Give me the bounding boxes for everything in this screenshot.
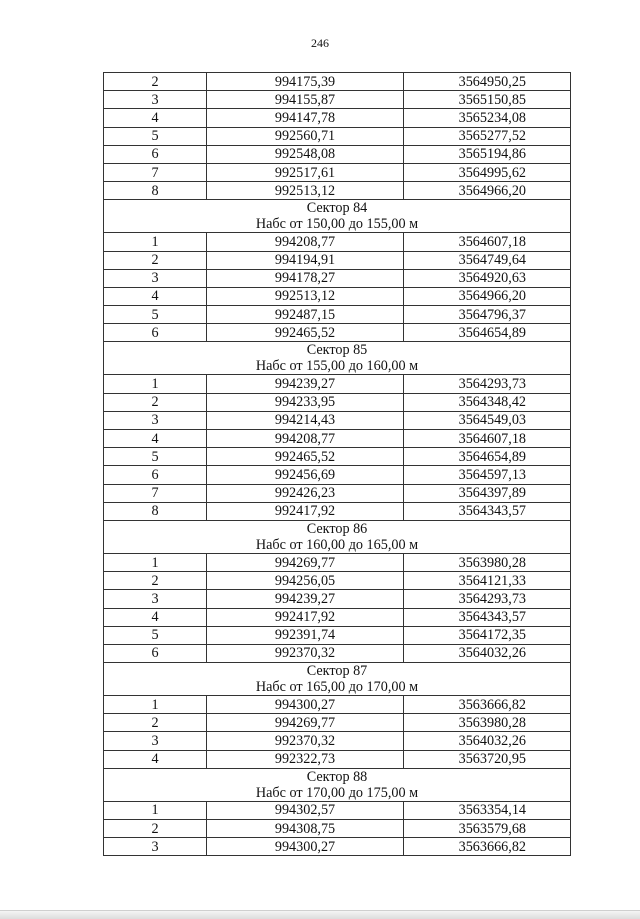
x-coordinate-cell: 992513,12 (207, 287, 404, 305)
point-number-cell: 4 (104, 608, 207, 626)
table-row (104, 393, 571, 411)
y-coordinate-cell: 3564597,13 (404, 466, 571, 484)
table-row (104, 109, 571, 127)
x-coordinate-cell: 992456,69 (207, 466, 404, 484)
y-coordinate-cell: 3564654,89 (404, 324, 571, 342)
point-number-cell: 6 (104, 466, 207, 484)
sector-header-cell (104, 663, 571, 696)
table-row (104, 466, 571, 484)
y-coordinate-cell: 3564121,33 (404, 572, 571, 590)
point-number-cell: 6 (104, 644, 207, 662)
point-number-cell: 3 (104, 269, 207, 287)
page-number: 246 (311, 36, 329, 50)
point-number-cell: 2 (104, 572, 207, 590)
sector-header-row (104, 342, 571, 375)
sector-header-cell (104, 200, 571, 233)
x-coordinate-cell: 992487,15 (207, 306, 404, 324)
x-coordinate-cell: 994302,57 (207, 801, 404, 819)
x-coordinate-cell: 992560,71 (207, 127, 404, 145)
sector-header-row (104, 663, 571, 696)
y-coordinate-cell: 3564293,73 (404, 375, 571, 393)
y-coordinate-cell: 3564607,18 (404, 430, 571, 448)
sector-height-range: Набс от 155,00 до 160,00 м (255, 358, 419, 375)
sector-title: Сектор 85 (306, 342, 368, 359)
page-bottom-edge (0, 910, 640, 919)
point-number-cell: 8 (104, 182, 207, 200)
x-coordinate-cell: 994214,43 (207, 411, 404, 429)
table-row (104, 145, 571, 163)
sector-header-cell (104, 768, 571, 801)
sector-header-cell (104, 342, 571, 375)
y-coordinate-cell: 3564397,89 (404, 484, 571, 502)
point-number-cell: 7 (104, 163, 207, 181)
x-coordinate-cell: 994269,77 (207, 553, 404, 571)
table-row (104, 269, 571, 287)
y-coordinate-cell: 3564966,20 (404, 182, 571, 200)
point-number-cell: 4 (104, 750, 207, 768)
table-row (104, 182, 571, 200)
x-coordinate-cell: 994208,77 (207, 430, 404, 448)
point-number-cell: 5 (104, 127, 207, 145)
sector-header-cell (104, 520, 571, 553)
table-row (104, 608, 571, 626)
sector-title: Сектор 86 (306, 520, 368, 537)
table-row (104, 411, 571, 429)
x-coordinate-cell: 992370,32 (207, 732, 404, 750)
y-coordinate-cell: 3564654,89 (404, 448, 571, 466)
x-coordinate-cell: 994147,78 (207, 109, 404, 127)
y-coordinate-cell: 3564032,26 (404, 732, 571, 750)
sector-header-row (104, 200, 571, 233)
point-number-cell: 2 (104, 73, 207, 91)
y-coordinate-cell: 3565194,86 (404, 145, 571, 163)
y-coordinate-cell: 3564343,57 (404, 608, 571, 626)
table-row (104, 801, 571, 819)
table-row (104, 306, 571, 324)
table-row (104, 644, 571, 662)
point-number-cell: 3 (104, 590, 207, 608)
point-number-cell: 3 (104, 732, 207, 750)
point-number-cell: 6 (104, 324, 207, 342)
table-row (104, 163, 571, 181)
point-number-cell: 3 (104, 411, 207, 429)
y-coordinate-cell: 3564293,73 (404, 590, 571, 608)
table-row (104, 838, 571, 856)
x-coordinate-cell: 994239,27 (207, 590, 404, 608)
y-coordinate-cell: 3564607,18 (404, 233, 571, 251)
point-number-cell: 5 (104, 448, 207, 466)
x-coordinate-cell: 992417,92 (207, 608, 404, 626)
coordinates-table (103, 72, 571, 856)
sector-height-range: Набс от 160,00 до 165,00 м (255, 536, 419, 553)
point-number-cell: 2 (104, 820, 207, 838)
x-coordinate-cell: 992370,32 (207, 644, 404, 662)
coordinates-table-body (104, 73, 571, 856)
table-row (104, 590, 571, 608)
x-coordinate-cell: 992548,08 (207, 145, 404, 163)
y-coordinate-cell: 3563980,28 (404, 714, 571, 732)
sector-height-range: Набс от 165,00 до 170,00 м (255, 679, 419, 696)
point-number-cell: 4 (104, 430, 207, 448)
y-coordinate-cell: 3563666,82 (404, 838, 571, 856)
sector-height-range: Набс от 150,00 до 155,00 м (255, 216, 419, 233)
x-coordinate-cell: 992322,73 (207, 750, 404, 768)
sector-title: Сектор 84 (306, 200, 368, 217)
y-coordinate-cell: 3564343,57 (404, 502, 571, 520)
table-row (104, 484, 571, 502)
x-coordinate-cell: 992465,52 (207, 324, 404, 342)
y-coordinate-cell: 3564172,35 (404, 626, 571, 644)
y-coordinate-cell: 3565234,08 (404, 109, 571, 127)
x-coordinate-cell: 994178,27 (207, 269, 404, 287)
sector-header-row (104, 768, 571, 801)
point-number-cell: 1 (104, 801, 207, 819)
table-row (104, 820, 571, 838)
y-coordinate-cell: 3564749,64 (404, 251, 571, 269)
point-number-cell: 5 (104, 306, 207, 324)
table-row (104, 696, 571, 714)
y-coordinate-cell: 3565150,85 (404, 91, 571, 109)
x-coordinate-cell: 994300,27 (207, 696, 404, 714)
table-row (104, 251, 571, 269)
point-number-cell: 2 (104, 714, 207, 732)
y-coordinate-cell: 3564348,42 (404, 393, 571, 411)
table-row (104, 572, 571, 590)
y-coordinate-cell: 3563720,95 (404, 750, 571, 768)
table-row (104, 324, 571, 342)
table-row (104, 750, 571, 768)
x-coordinate-cell: 994194,91 (207, 251, 404, 269)
y-coordinate-cell: 3564796,37 (404, 306, 571, 324)
x-coordinate-cell: 994308,75 (207, 820, 404, 838)
y-coordinate-cell: 3563980,28 (404, 553, 571, 571)
point-number-cell: 4 (104, 109, 207, 127)
table-row (104, 73, 571, 91)
x-coordinate-cell: 994269,77 (207, 714, 404, 732)
table-row (104, 626, 571, 644)
y-coordinate-cell: 3564032,26 (404, 644, 571, 662)
x-coordinate-cell: 994208,77 (207, 233, 404, 251)
table-row (104, 448, 571, 466)
sector-height-range: Набс от 170,00 до 175,00 м (255, 784, 419, 801)
y-coordinate-cell: 3564920,63 (404, 269, 571, 287)
table-row (104, 553, 571, 571)
x-coordinate-cell: 992513,12 (207, 182, 404, 200)
table-row (104, 233, 571, 251)
x-coordinate-cell: 994233,95 (207, 393, 404, 411)
point-number-cell: 3 (104, 838, 207, 856)
table-row (104, 287, 571, 305)
table-row (104, 732, 571, 750)
sector-title: Сектор 87 (306, 663, 368, 680)
point-number-cell: 1 (104, 233, 207, 251)
y-coordinate-cell: 3563354,14 (404, 801, 571, 819)
point-number-cell: 5 (104, 626, 207, 644)
y-coordinate-cell: 3564950,25 (404, 73, 571, 91)
point-number-cell: 1 (104, 375, 207, 393)
x-coordinate-cell: 992517,61 (207, 163, 404, 181)
table-row (104, 430, 571, 448)
point-number-cell: 1 (104, 553, 207, 571)
x-coordinate-cell: 994300,27 (207, 838, 404, 856)
point-number-cell: 2 (104, 393, 207, 411)
table-row (104, 91, 571, 109)
y-coordinate-cell: 3563666,82 (404, 696, 571, 714)
x-coordinate-cell: 994256,05 (207, 572, 404, 590)
sector-header-row (104, 520, 571, 553)
point-number-cell: 8 (104, 502, 207, 520)
point-number-cell: 4 (104, 287, 207, 305)
y-coordinate-cell: 3563579,68 (404, 820, 571, 838)
table-row (104, 502, 571, 520)
x-coordinate-cell: 994239,27 (207, 375, 404, 393)
y-coordinate-cell: 3564995,62 (404, 163, 571, 181)
y-coordinate-cell: 3565277,52 (404, 127, 571, 145)
x-coordinate-cell: 992465,52 (207, 448, 404, 466)
point-number-cell: 6 (104, 145, 207, 163)
y-coordinate-cell: 3564966,20 (404, 287, 571, 305)
x-coordinate-cell: 992391,74 (207, 626, 404, 644)
table-row (104, 375, 571, 393)
point-number-cell: 3 (104, 91, 207, 109)
point-number-cell: 7 (104, 484, 207, 502)
x-coordinate-cell: 992417,92 (207, 502, 404, 520)
point-number-cell: 2 (104, 251, 207, 269)
x-coordinate-cell: 994155,87 (207, 91, 404, 109)
point-number-cell: 1 (104, 696, 207, 714)
table-row (104, 127, 571, 145)
y-coordinate-cell: 3564549,03 (404, 411, 571, 429)
sector-title: Сектор 88 (306, 768, 368, 785)
x-coordinate-cell: 994175,39 (207, 73, 404, 91)
x-coordinate-cell: 992426,23 (207, 484, 404, 502)
table-row (104, 714, 571, 732)
